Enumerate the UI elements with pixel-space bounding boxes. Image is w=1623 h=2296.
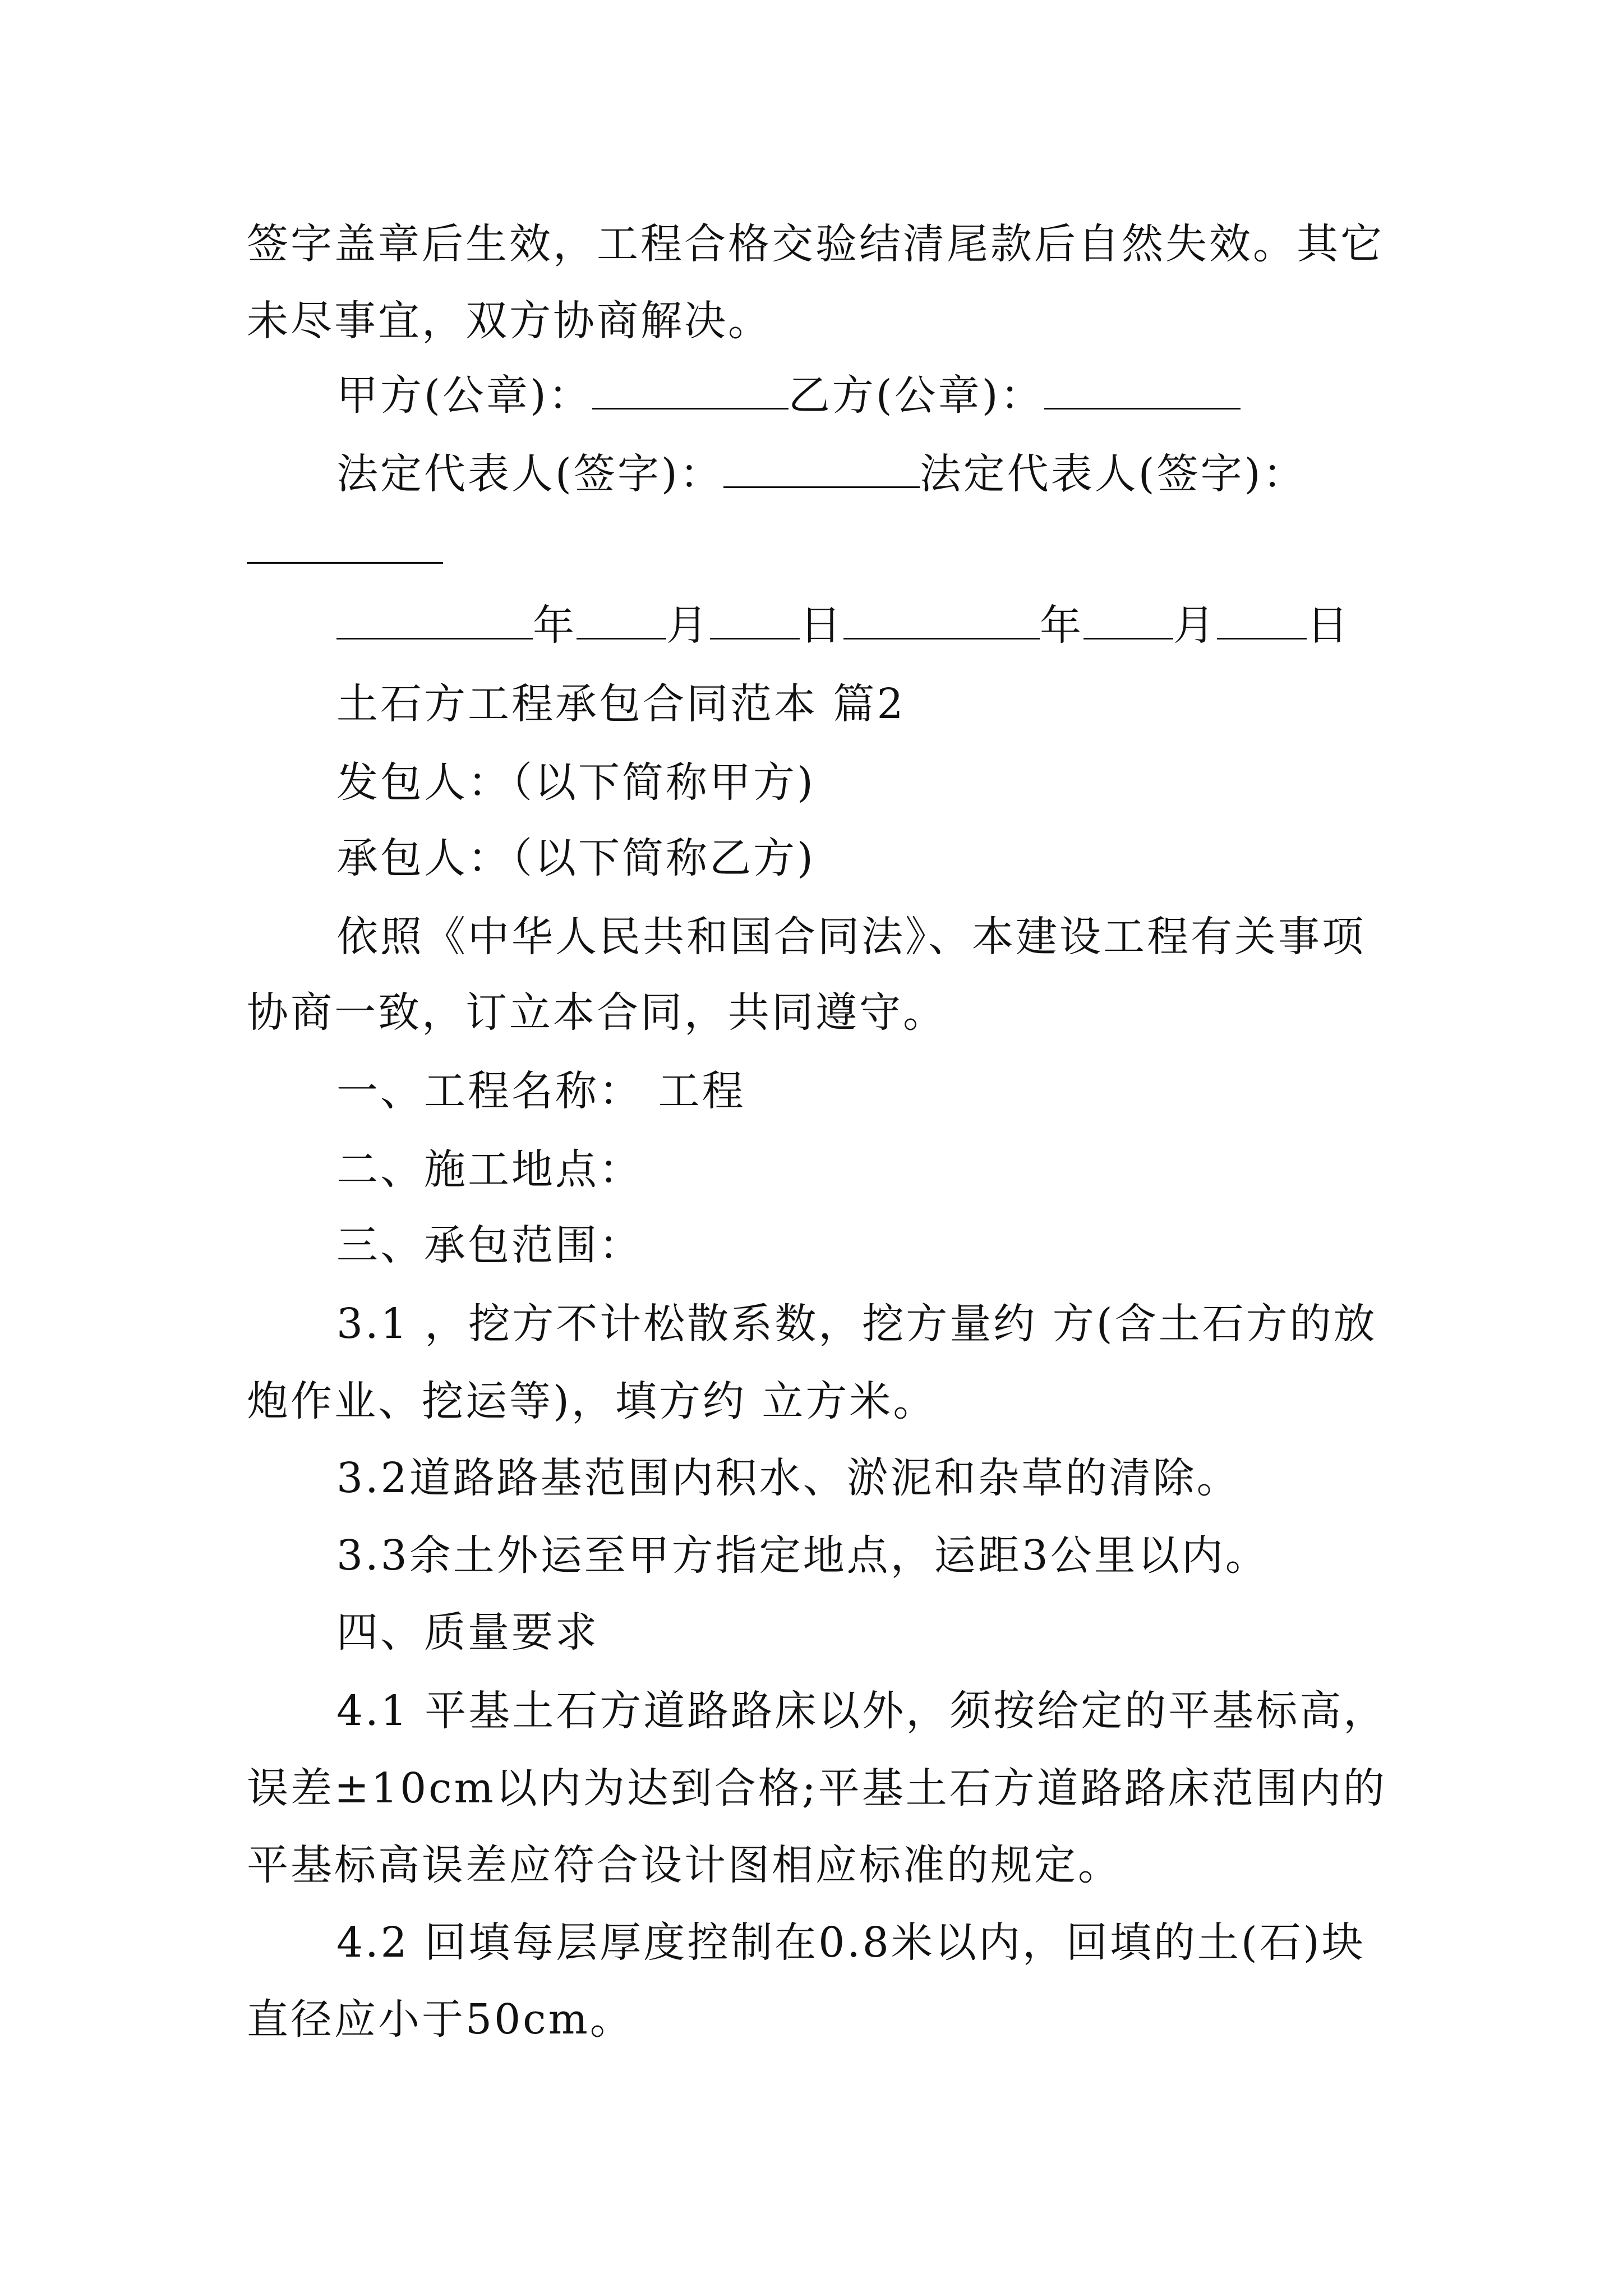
clause-item: 3.2道路路基范围内积水、淤泥和杂草的清除。: [336, 1454, 1241, 1502]
paragraph-line: 平基标高误差应符合设计图相应标准的规定。: [247, 1841, 1122, 1889]
date-day-label: 日: [1307, 601, 1350, 650]
date-month-blank: [577, 597, 666, 639]
date-year-blank: [336, 597, 533, 639]
party-b-rep-blank-line: [247, 522, 443, 578]
paragraph-line: 误差±10cm以内为达到合格;平基土石方道路路床范围内的: [247, 1764, 1387, 1812]
party-b-seal-blank: [1044, 367, 1241, 409]
paragraph-line: 依照《中华人民共和国合同法》、本建设工程有关事项: [336, 913, 1366, 961]
date-line: [336, 597, 1350, 654]
section-heading: 土石方工程承包合同范本 篇2: [336, 680, 906, 728]
date-year-blank: [843, 597, 1040, 639]
paragraph-line: 4.2 回填每层厚度控制在0.8米以内，回填的土(石)块: [336, 1918, 1366, 1967]
employer-line: 发包人：（以下简称甲方): [336, 758, 815, 807]
clause-item: 四、质量要求: [336, 1608, 599, 1657]
date-day-blank: [1217, 597, 1307, 639]
signature-line-representative: [336, 446, 1307, 502]
paragraph-line: 签字盖章后生效，工程合格交验结清尾款后自然失效。其它: [247, 220, 1384, 268]
party-a-rep-label: 法定代表人(签字)：: [336, 450, 723, 498]
signature-line-seal: [336, 367, 1241, 424]
party-b-rep-label: 法定代表人(签字)：: [919, 450, 1307, 498]
date-month-label: 月: [666, 601, 710, 650]
contractor-line: 承包人：（以下简称乙方): [336, 834, 815, 882]
party-b-rep-blank: [247, 522, 443, 564]
paragraph-line: 4.1 平基土石方道路路床以外，须按给定的平基标高，: [336, 1687, 1387, 1735]
date-year-label: 年: [533, 601, 577, 650]
date-day-label: 日: [800, 601, 843, 650]
paragraph-line: 协商一致，订立本合同，共同遵守。: [247, 988, 947, 1037]
date-month-blank: [1083, 597, 1173, 639]
party-a-rep-blank: [723, 446, 920, 488]
paragraph-line: 未尽事宜，双方协商解决。: [247, 297, 772, 345]
party-a-seal-label: 甲方(公章)：: [336, 371, 592, 420]
date-day-blank: [710, 597, 800, 639]
clause-item: 3.3余土外运至甲方指定地点，运距3公里以内。: [336, 1531, 1269, 1580]
paragraph-line: 炮作业、挖运等)，填方约 立方米。: [247, 1377, 937, 1425]
party-b-seal-label: 乙方(公章)：: [788, 371, 1044, 420]
paragraph-line: 直径应小于50cm。: [247, 1995, 634, 2044]
date-month-label: 月: [1173, 601, 1217, 650]
clause-item: 一、工程名称： 工程: [336, 1067, 746, 1115]
party-a-seal-blank: [592, 367, 789, 409]
clause-item: 三、承包范围：: [336, 1221, 643, 1269]
date-year-label: 年: [1040, 601, 1083, 650]
paragraph-line: 3.1 ，挖方不计松散系数，挖方量约 方(含土石方的放: [336, 1300, 1377, 1348]
clause-item: 二、施工地点：: [336, 1145, 643, 1194]
